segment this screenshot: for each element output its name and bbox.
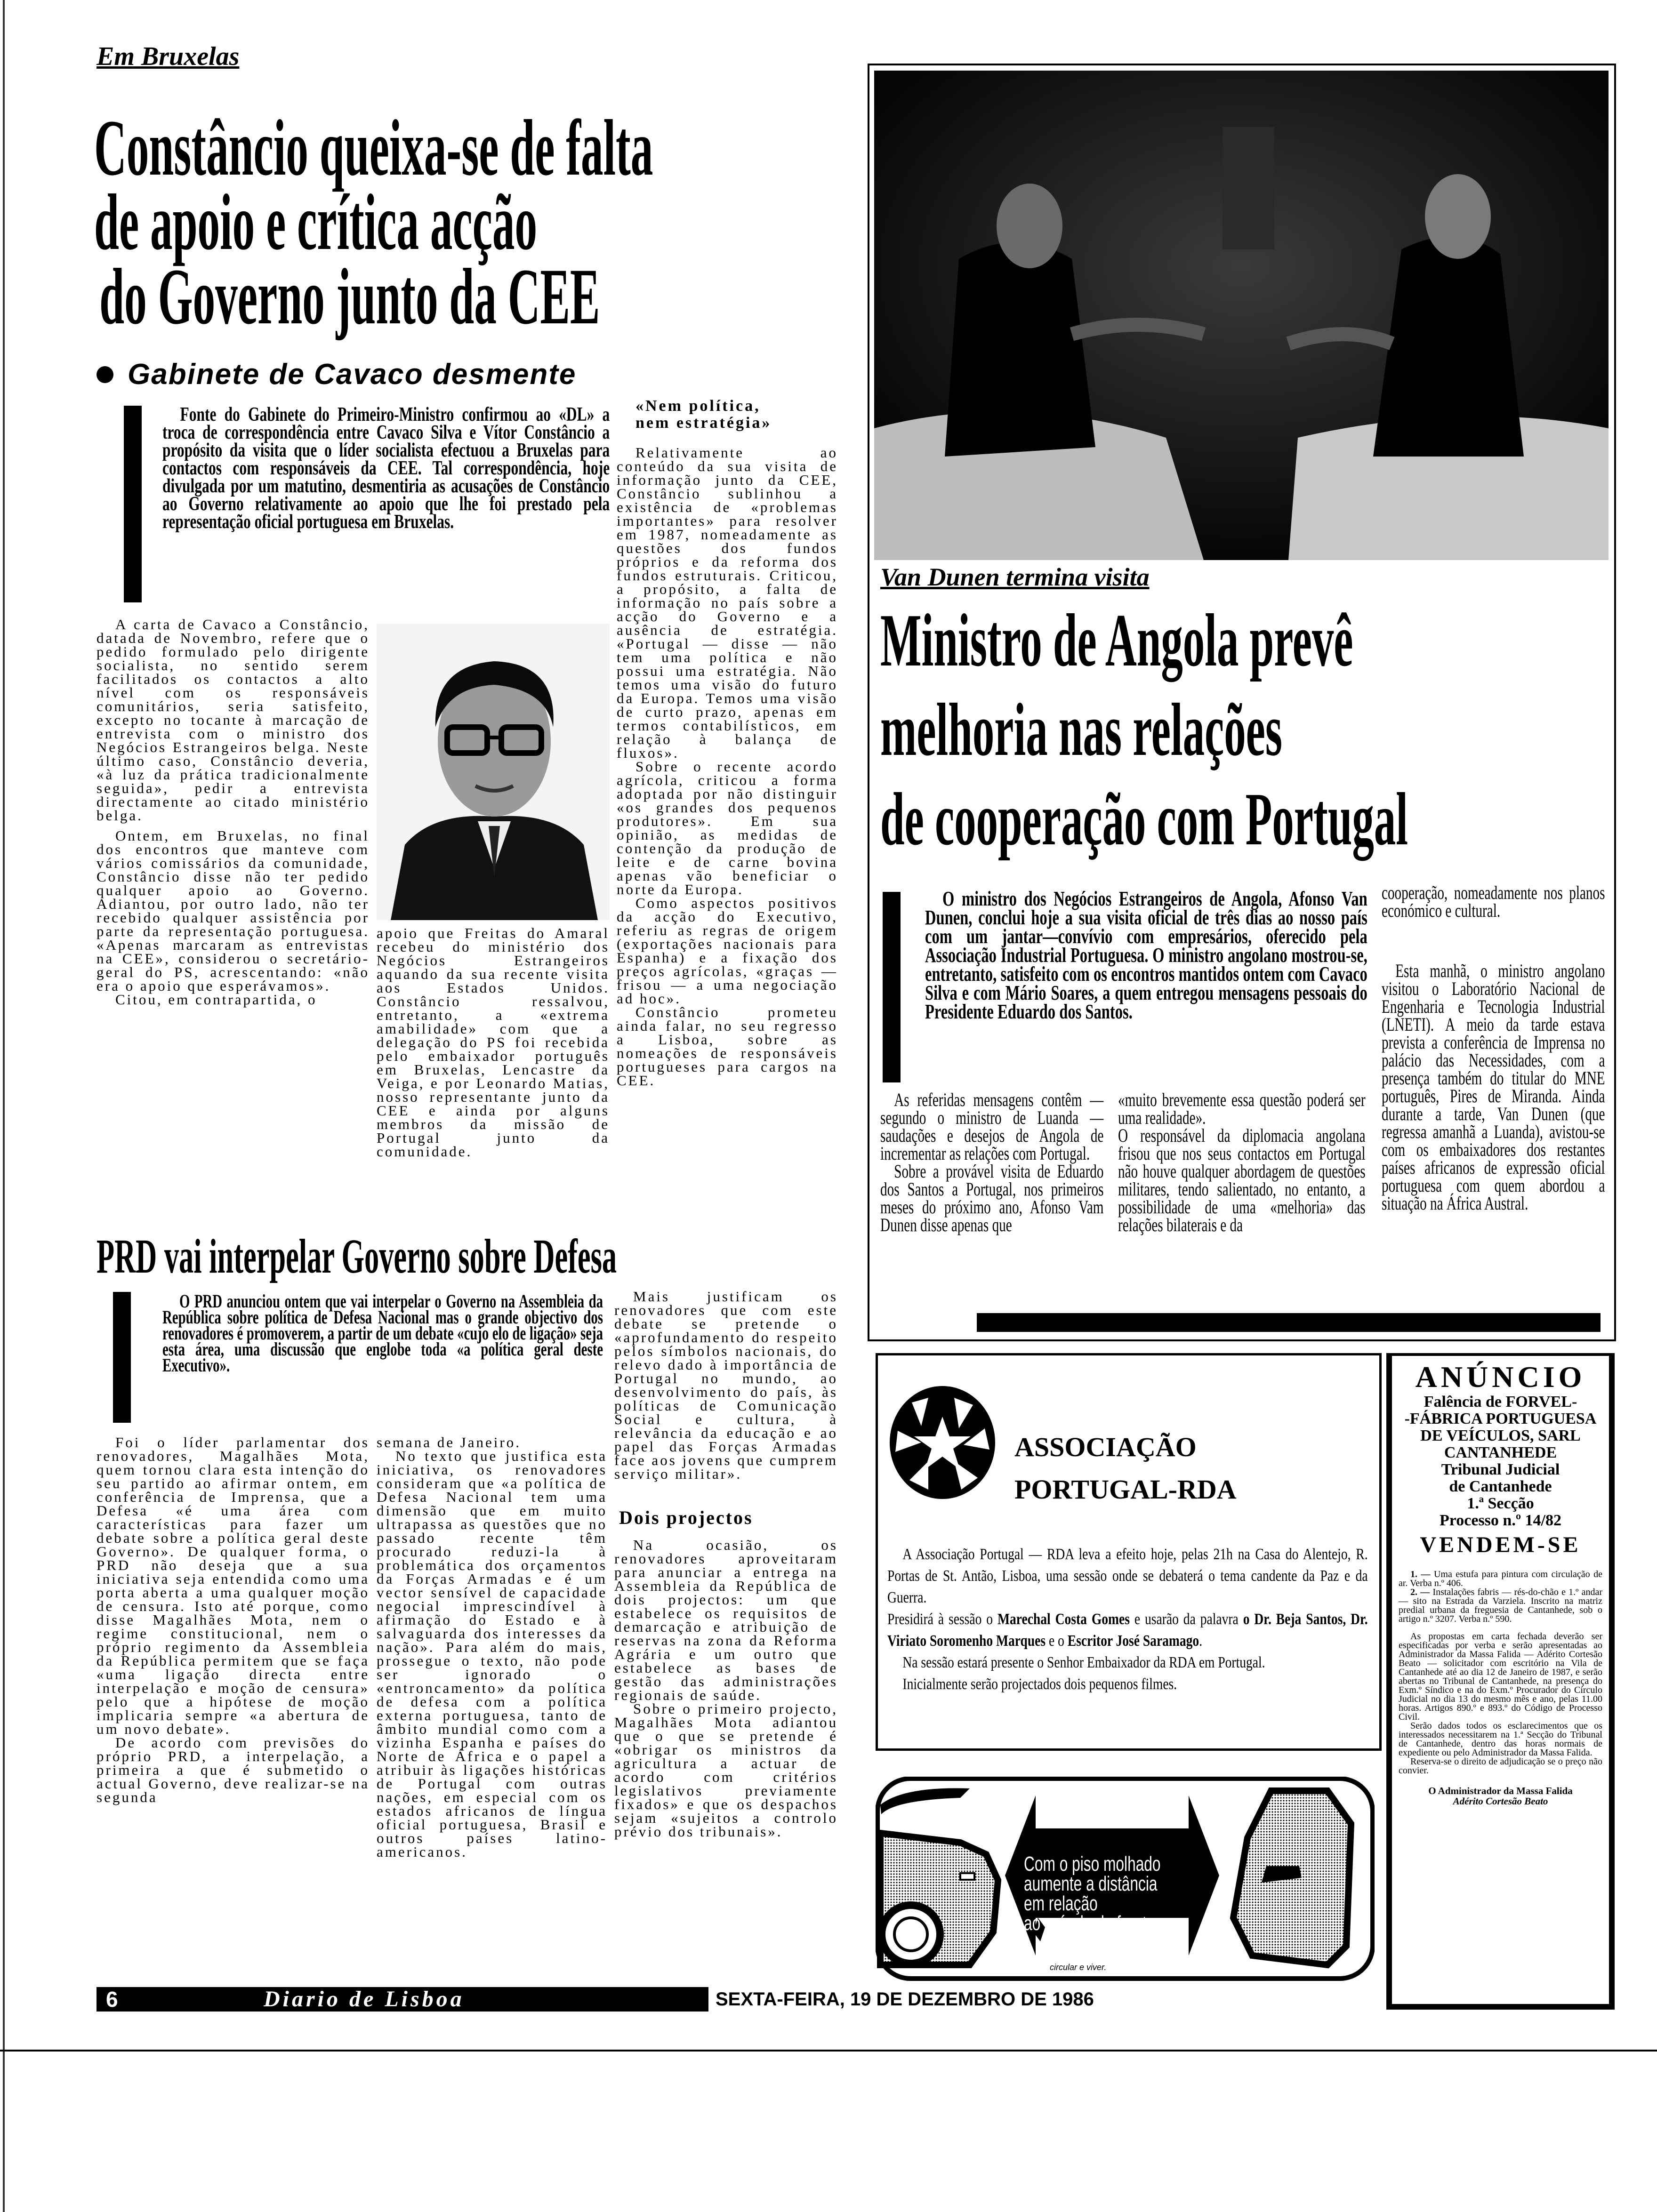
lead-text: O ministro dos Negócios Estrangeiros de Angola, Afonso Van Dunen, conclui hoje a sua visita oficial de três dias ao nosso país com um jantar—convívio com empresários, oferecido pela Associação Industrial Portuguesa. O ministro angolano mostrou-se, entretanto, satisfeito com os encontros mantidos ontem com Cavaco Silva e com Mário Soares, a quem entregou mensagens pessoais do Presidente Eduardo dos Santos. xyxy=(925,890,1367,1023)
column-1 xyxy=(97,617,370,1213)
text-run: e usarão da palavra xyxy=(1129,1611,1243,1628)
ad-vendem-se: VENDEM-SE xyxy=(1420,1532,1581,1557)
paragraph: Relativamente ao conteúdo da sua visita de informação junto da CEE, Constâncio sublinhou a existência de «problemas importantes» para resolver em 1987, nomeadamente as questões dos fundos próprios e da reforma dos fundos estruturais. Criticou, a propósito, a falta de informação no país sobre a acção do Governo e a ausência de estratégia. «Portugal — disse — não tem uma política e não possui uma estratégia. Não temos uma visão do futuro da Europa. Temos uma visão de curto prazo, apenas em termos contabilísticos, em relação à balança de fluxos». xyxy=(617,444,838,761)
scan-edge-line xyxy=(3,0,5,2212)
subhead-text: Gabinete de Cavaco desmente xyxy=(128,358,577,391)
meeting-image xyxy=(874,71,1609,560)
paragraph: «muito brevemente essa questão poderá ser uma realidade». xyxy=(1118,1091,1366,1128)
ad-road-safety xyxy=(876,1777,1375,1984)
ad-title xyxy=(1014,1426,1237,1511)
paragraph: Mais justificam os renovadores que com este debate se pretende o «aprofundamento do respeito pelos símbolos nacionais, do relevo dado à importância de Portugal no mundo, ao desenvolvimento do país, às políticas de Comunicação Social e cultura, à relevância da educação e ao papel das Forças Armadas face aos jovens que cumprem serviço militar». xyxy=(614,1290,838,1482)
heading-line: 1.ª Secção xyxy=(1467,1495,1534,1512)
column-c xyxy=(614,1290,838,1984)
ad-items xyxy=(1399,1570,1602,1775)
heading-line: Processo n.º 14/82 xyxy=(1440,1512,1561,1529)
article-lead xyxy=(162,406,610,603)
ad-logo-text: circular e viver. xyxy=(1050,1963,1107,1972)
column-b xyxy=(1118,1091,1366,1298)
paragraph: A Associação Portugal — RDA leva a efeito hoje, pelas 21h na Casa do Alentejo, R. Portas de St. Antão, Lisboa, uma sessão onde se debaterá o tema candente da Paz e da Guerra. xyxy=(887,1546,1368,1606)
paragraph: Sobre o recente acordo agrícola, criticou a forma adoptada por não distinguir «os grandes dos pequenos produtores». Em sua opinião, as medidas de contenção da produção de leite e de carne bovina apenas vão beneficiar o norte da Europa. xyxy=(617,758,838,898)
headline-line: de apoio e crítica acção xyxy=(94,178,538,266)
headline-line: do Governo junto da CEE xyxy=(99,252,600,341)
headline-text: PRD vai interpelar Governo sobre Defesa xyxy=(97,1229,617,1283)
paragraph: Esta manhã, o ministro angolano visitou o Laboratório Nacional de Engenharia e Tecnologia Industrial (LNETI). A meio da tarde estava prevista a conferência de Imprensa no palácio das Necessidades, com a presença também do titular do MNE português, Pires de Miranda. Ainda durante a tarde, Van Dunen (que regressa amanhã a Luanda), avistou-se com os embaixadores dos restantes países africanos de expressão oficial portuguesa com quem abordou a situação na África Austral. xyxy=(1382,960,1605,1214)
column-b xyxy=(377,1435,607,1984)
text-run: e o xyxy=(1046,1632,1068,1650)
message-line: ao veículo da frente. xyxy=(1024,1912,1159,1935)
heading-line: de Cantanhede xyxy=(1449,1478,1552,1495)
ad-signature xyxy=(1399,1786,1602,1806)
paragraph: Na ocasião, os renovadores aproveitaram para anunciar a entrega na Assembleia da República de dois projectos: um que estabelece os requisitos de demarcação e atribuição de reservas na zona da Reforma Agrária e um outro que estabelece as bases de gestão das administrações regionais de saúde. xyxy=(614,1537,838,1703)
headline-line: Ministro de Angola prevê xyxy=(880,598,1353,682)
lead-text: O PRD anunciou ontem que vai interpelar o Governo na Assembleia da República sobre política de Defesa Nacional mas o grande objectivo dos renovadores é promoverem, a partir de um debate «cujo elo de ligação» seja esta área, uma discussão que englobe toda «a política geral deste Executivo». xyxy=(162,1293,603,1376)
paragraph: Inicialmente serão projectados dois pequenos filmes. xyxy=(902,1675,1177,1693)
section-subhead: «Nem política, nem estratégia» xyxy=(635,398,772,432)
photo-meeting xyxy=(874,71,1609,560)
item-text: Uma estufa para pintura com circulação de ar. Verba n.º 406. xyxy=(1399,1569,1602,1588)
lead-bar xyxy=(113,1292,131,1423)
ad-title: ANÚNCIO xyxy=(1415,1360,1586,1394)
paragraph: Na sessão estará presente o Senhor Embaixador da RDA em Portugal. xyxy=(902,1654,1265,1671)
column-a xyxy=(880,1091,1104,1298)
frame-bottom-bar xyxy=(977,1313,1601,1332)
article-headline xyxy=(97,1231,746,1282)
section-subhead: Dois projectos xyxy=(619,1507,753,1528)
issue-date: SEXTA-FEIRA, 19 DE DEZEMBRO DE 1986 xyxy=(716,1989,1094,2010)
paragraph: A carta de Cavaco a Constâncio, datada de Novembro, refere que o pedido formulado pelo dirigente socialista, no sentido serem facilitados os contactos a alto nível com os responsáveis comunitários, seria satisfeito, excepto no tocante à marcação de entrevista com o ministro dos Negócios Estrangeiros belga. Neste último caso, Constâncio deveria, «à luz da prática tradicionalmente seguida», pedir a entrevista directamente ao citado ministério belga. xyxy=(97,617,370,824)
ad-anuncio-falencia xyxy=(1386,1353,1615,2010)
article-kicker: Van Dunen termina visita xyxy=(880,563,1150,591)
subhead xyxy=(97,358,576,391)
heading-line: Tribunal Judicial xyxy=(1441,1461,1560,1478)
paragraph: Sobre o primeiro projecto, Magalhães Mota adiantou que o que se pretende é «obrigar os ministros da agricultura a actuar de acordo com critérios legislativos previamente fixados» e que os despachos sejam «sujeitos a controlo prévio dos tribunais». xyxy=(614,1700,838,1840)
column-c xyxy=(1382,884,1605,1298)
headline-line: de cooperação com Portugal xyxy=(880,777,1408,861)
message-line: Com o piso molhado xyxy=(1024,1852,1161,1875)
paragraph: apoio que Freitas do Amaral recebeu do ministério dos Negócios Estrangeiros aquando da sua recente visita aos Estados Unidos. Constâncio ressalvou, entretanto, a «extrema amabilidade» com que a delegação do PS foi recebida pelo embaixador português em Bruxelas, Lencastre da Veiga, e por Leonardo Matias, nosso representante junto da CEE e ainda por alguns membros da missão de Portugal junto da comunidade. xyxy=(377,926,610,1160)
paragraph: cooperação, nomeadamente nos planos económico e cultural. xyxy=(1382,884,1605,921)
article-headline xyxy=(94,104,727,341)
signature-name: Adérito Cortesão Beato xyxy=(1453,1795,1548,1807)
paragraph: As referidas mensagens contêm — segundo o ministro de Luanda — saudações e desejos de Angola de incrementar as relações com Portugal. xyxy=(880,1091,1104,1164)
article-lead xyxy=(162,1293,603,1425)
heading-line: Falência de FORVEL- xyxy=(1424,1393,1577,1411)
paragraph: Foi o líder parlamentar dos renovadores, Magalhães Mota, quem tornou clara esta intenção do seu partido ao afirmar ontem, em conferência de Imprensa, que a Defesa «é uma área com características para fazer um debate sobre a política geral deste Governo». De qualquer forma, o PRD não deseja que a sua iniciativa seja entendida como uma porta aberta a uma qualquer moção de censura. Isto até porque, como disse Magalhães Mota, nem o regime constitucional, nem o próprio regimento da Assembleia da República permitem que se faça «uma ligação directa entre interpelação e moção de censura» pelo que a hipótese de moção implicaria sempre «a abertura de um novo debate». xyxy=(97,1435,370,1737)
paragraph: Sobre a provável visita de Eduardo dos Santos a Portugal, nos primeiros meses do próximo ano, Afonso Vam Dunen disse apenas que xyxy=(880,1161,1104,1235)
paragraph: As propostas em carta fechada deverão ser especificadas por verba e serão apresentadas ao Administrador da Massa Falida — Adérito Cortesão Beato — solicitador com escritório na Vila de Cantanhede até ao dia 12 de Janeiro de 1987, e serão abertas no Tribunal de Cantanhede, na presença do Exm.º Síndico e na do Exm.º Procurador do Círculo Judicial no dia 13 do mesmo mês e ano, pelas 11.00 horas. Artigos 890.º e 893.º do Código de Processo Civil. xyxy=(1399,1631,1602,1722)
heading-line: -FÁBRICA PORTUGUESA xyxy=(1404,1410,1597,1427)
item-number: 1. — xyxy=(1410,1569,1431,1579)
item-number: 2. — xyxy=(1410,1587,1430,1597)
text-run: . xyxy=(1199,1632,1203,1650)
heading-line: DE VEÍCULOS, SARL xyxy=(1420,1427,1581,1444)
paragraph: Ontem, em Bruxelas, no final dos encontros que manteve com vários comissários da comunidade, Constâncio disse não ter pedido qualquer apoio ao Governo. Adiantou, por outro lado, não ter recebido qualquer assistência por parte da representação portuguesa. «Apenas marcaram as entrevistas na CEE», considerou o secretário-geral do PS, acrescentando: «não era o apoio que esperávamos». xyxy=(97,827,370,994)
ad-associacao-rda xyxy=(876,1353,1382,1751)
name-highlight: o Dr. Beja Santos, Dr. Viriato Soromenho Marques xyxy=(887,1611,1368,1650)
headline-line: Constâncio queixa-se de falta xyxy=(94,104,653,192)
name-highlight: Marechal Costa Gomes xyxy=(997,1611,1130,1628)
lead-text: Fonte do Gabinete do Primeiro-Ministro confirmou ao «DL» a troca de correspondência entre Cavaco Silva e Vítor Constâncio a propósito da visita que o líder socialista efectuou a Bruxelas para contactos com responsáveis da CEE. Tal correspondência, hoje divulgada por um matutino, desmentiria as acusações de Constâncio ao Governo relativamente ao apoio que lhe foi prestado pela representação oficial portuguesa em Bruxelas. xyxy=(162,406,610,533)
name-highlight: Escritor José Saramago xyxy=(1067,1632,1199,1650)
ad-heading xyxy=(1399,1394,1602,1529)
paragraph: De acordo com previsões do próprio PRD, a interpelação, a primeira a que é submetido o actual Governo, deve realizar-se na segunda xyxy=(97,1734,370,1805)
paragraph: Reserva-se o direito de adjudicação se o preço não convier. xyxy=(1399,1756,1602,1776)
article-lead xyxy=(925,890,1367,1087)
headline-line: melhoria nas relações xyxy=(880,688,1282,771)
heading-line: CANTANHEDE xyxy=(1444,1444,1557,1461)
paragraph: Citou, em contrapartida, o xyxy=(115,991,317,1008)
article-headline xyxy=(880,595,1508,864)
lead-bar xyxy=(124,406,142,602)
paragraph: O responsável da diplomacia angolana frisou que nos seus contactos em Portugal não houve qualquer abordagem de questões militares, tendo salientado, no entanto, a possibilidade de uma «melhoria» das relações bilaterais e da xyxy=(1118,1125,1366,1235)
paragraph: Constâncio prometeu ainda falar, no seu regresso a Lisboa, sobre as nomeações de responsáveis portugueses para cargos na CEE. xyxy=(617,1004,838,1089)
lead-bar xyxy=(883,892,901,1082)
signature-title: O Administrador da Massa Falida xyxy=(1428,1785,1573,1796)
paragraph: No texto que justifica esta iniciativa, os renovadores consideram que «a política de Defesa Nacional tem uma dimensão que em muito ultrapassa as questões que no passado recente têm procurado reduzi-la à problemática dos orçamentos da Forças Armadas e é um vector sensível de capacidade negocial imprescindível à afirmação do Estado e à salvaguarda dos interesses da nação». Para além do mais, prossegue o texto, não pode ser ignorado o «entroncamento» da política de defesa com a política externa portuguesa, tanto de âmbito mundial como com a vizinha Espanha e países do Norte de África e o papel a atribuir às ligações históricas de Portugal com outras nações, em especial com os estados africanos de língua oficial portuguesa, Brasil e outros países latino-americanos. xyxy=(377,1448,607,1860)
message-line: aumente a distância xyxy=(1024,1872,1158,1895)
bullet-icon xyxy=(97,366,113,383)
ad-title-line: PORTUGAL-RDA xyxy=(1014,1474,1237,1505)
paragraph: semana de Janeiro. xyxy=(377,1435,521,1451)
article-kicker: Em Bruxelas xyxy=(97,42,240,71)
paragraph: Serão dados todos os esclarecimentos que os interessados necessitarem na 1.ª Secção do Tribunal de Cantanhede, dentro das horas normais de expediente ou pelo Administrador da Massa Falida. xyxy=(1399,1721,1602,1758)
item-text: Instalações fabris — rés-do-chão e 1.º andar — sito na Estrada da Varziela. Inscrito na matriz predial urbana da freguesia de Cantanhede, sob o artigo n.º 3207. Verba n.º 590. xyxy=(1399,1587,1602,1624)
ad-body xyxy=(887,1544,1368,1695)
message-line: em relação xyxy=(1024,1892,1098,1915)
page-number: 6 xyxy=(106,1987,118,2012)
paragraph: Como aspectos positivos da acção do Executivo, referiu as regras de origem (exportações nacionais para Espanha) e a fixação dos preços agrícolas, «graças — frisou — a uma negociação ad hoc». xyxy=(617,895,838,1007)
photo-portrait-cavaco xyxy=(377,624,610,920)
text-run: Presidirá à sessão o xyxy=(887,1611,997,1628)
ad-title-line: ASSOCIAÇÃO xyxy=(1014,1432,1197,1462)
portrait-image xyxy=(377,624,610,920)
column-2 xyxy=(377,926,610,1213)
ad-message xyxy=(1024,1854,1214,1933)
column-a xyxy=(97,1435,370,1984)
page-bottom-rule xyxy=(0,2050,1657,2052)
rda-logo-icon xyxy=(884,1384,1001,1501)
masthead: Diario de Lisboa xyxy=(264,1987,465,2012)
paragraph xyxy=(887,1609,1368,1652)
column-3 xyxy=(617,398,838,1214)
